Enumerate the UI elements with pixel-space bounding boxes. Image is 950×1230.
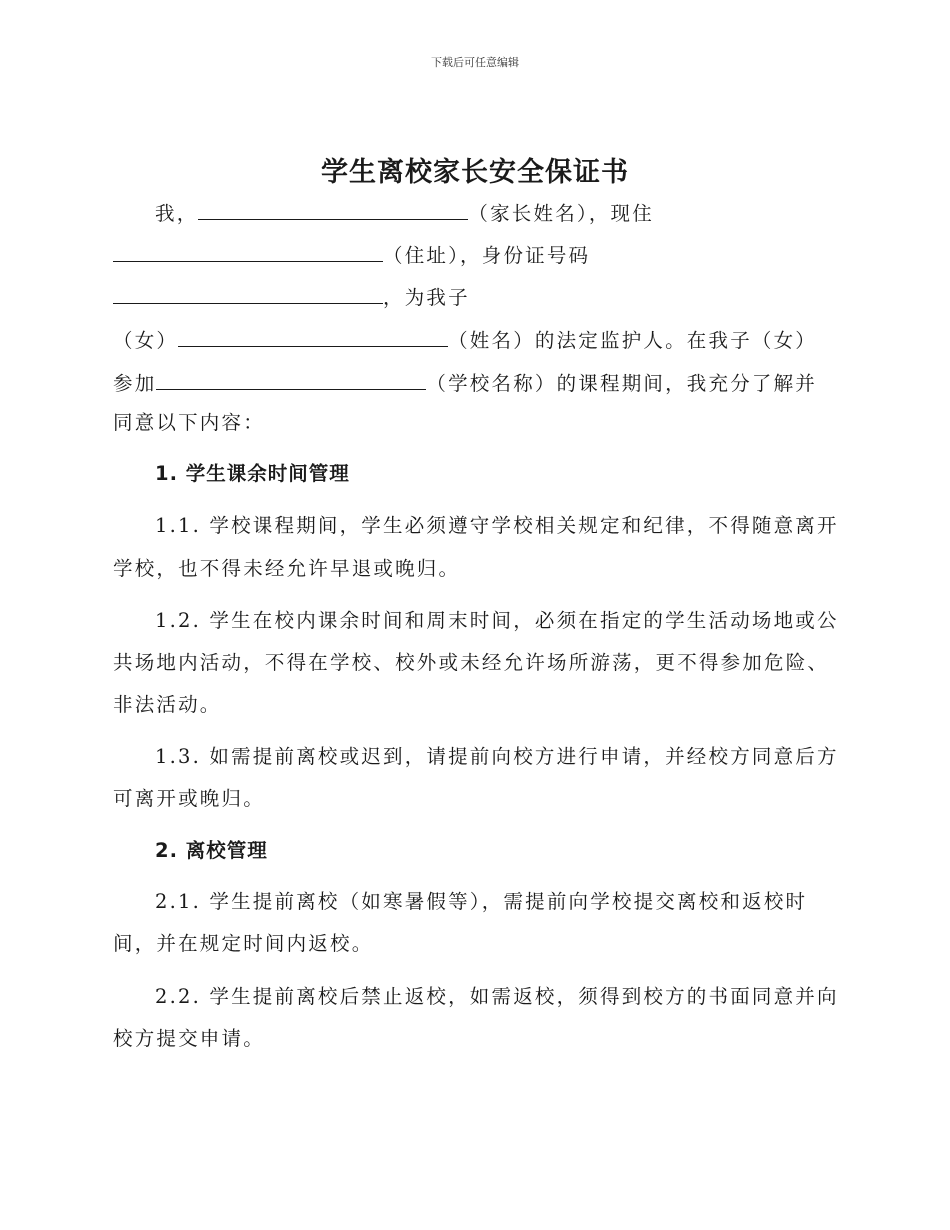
header-note: 下载后可任意编辑 (431, 56, 519, 69)
intro-text: （住址），身份证号码 (383, 244, 591, 267)
intro-text: 我， (155, 202, 199, 225)
intro-line-4 (113, 324, 817, 355)
intro-line-6: 同意以下内容： (113, 411, 265, 434)
section-1-1-line-2: 学校，也不得未经允许早退或晚归。 (113, 557, 461, 580)
intro-line-1 (155, 197, 654, 228)
parent-name-blank[interactable] (198, 197, 468, 220)
section-1-3-line-2: 可离开或晚归。 (113, 787, 265, 810)
child-name-blank[interactable] (178, 324, 448, 347)
intro-text: ，为我子 (383, 286, 470, 309)
section-2-heading: 2. 离校管理 (155, 839, 268, 862)
intro-line-3 (113, 281, 470, 312)
intro-text: （女） (113, 329, 179, 352)
intro-text: （学校名称）的课程期间，我充分了解并 (426, 372, 818, 395)
intro-text: （家长姓名），现住 (468, 202, 654, 225)
section-1-3-line-1: 1.3. 如需提前离校或迟到，请提前向校方进行申请，并经校方同意后方 (155, 745, 839, 768)
document-title: 学生离校家长安全保证书 (321, 157, 629, 188)
section-2-2-line-2: 校方提交申请。 (113, 1027, 265, 1050)
section-2-2-line-1: 2.2. 学生提前离校后禁止返校，如需返校，须得到校方的书面同意并向 (155, 985, 839, 1008)
address-blank[interactable] (113, 239, 383, 262)
intro-line-2 (113, 239, 590, 270)
section-1-1-line-1: 1.1. 学校课程期间，学生必须遵守学校相关规定和纪律，不得随意离开 (155, 514, 839, 537)
intro-text: 参加 (113, 372, 157, 395)
section-2-1-line-2: 间，并在规定时间内返校。 (113, 932, 374, 955)
section-1-2-line-1: 1.2. 学生在校内课余时间和周末时间，必须在指定的学生活动场地或公 (155, 609, 839, 632)
section-1-2-line-2: 共场地内活动，不得在学校、校外或未经允许场所游荡，更不得参加危险、 (113, 651, 830, 674)
intro-text: （姓名）的法定监护人。在我子（女） (448, 329, 818, 352)
section-2-1-line-1: 2.1. 学生提前离校（如寒暑假等），需提前向学校提交离校和返校时 (155, 890, 808, 913)
school-name-blank[interactable] (156, 367, 426, 390)
section-1-2-line-3: 非法活动。 (113, 693, 222, 716)
id-number-blank[interactable] (113, 281, 383, 304)
section-1-heading: 1. 学生课余时间管理 (155, 462, 350, 485)
intro-line-5 (113, 367, 817, 398)
